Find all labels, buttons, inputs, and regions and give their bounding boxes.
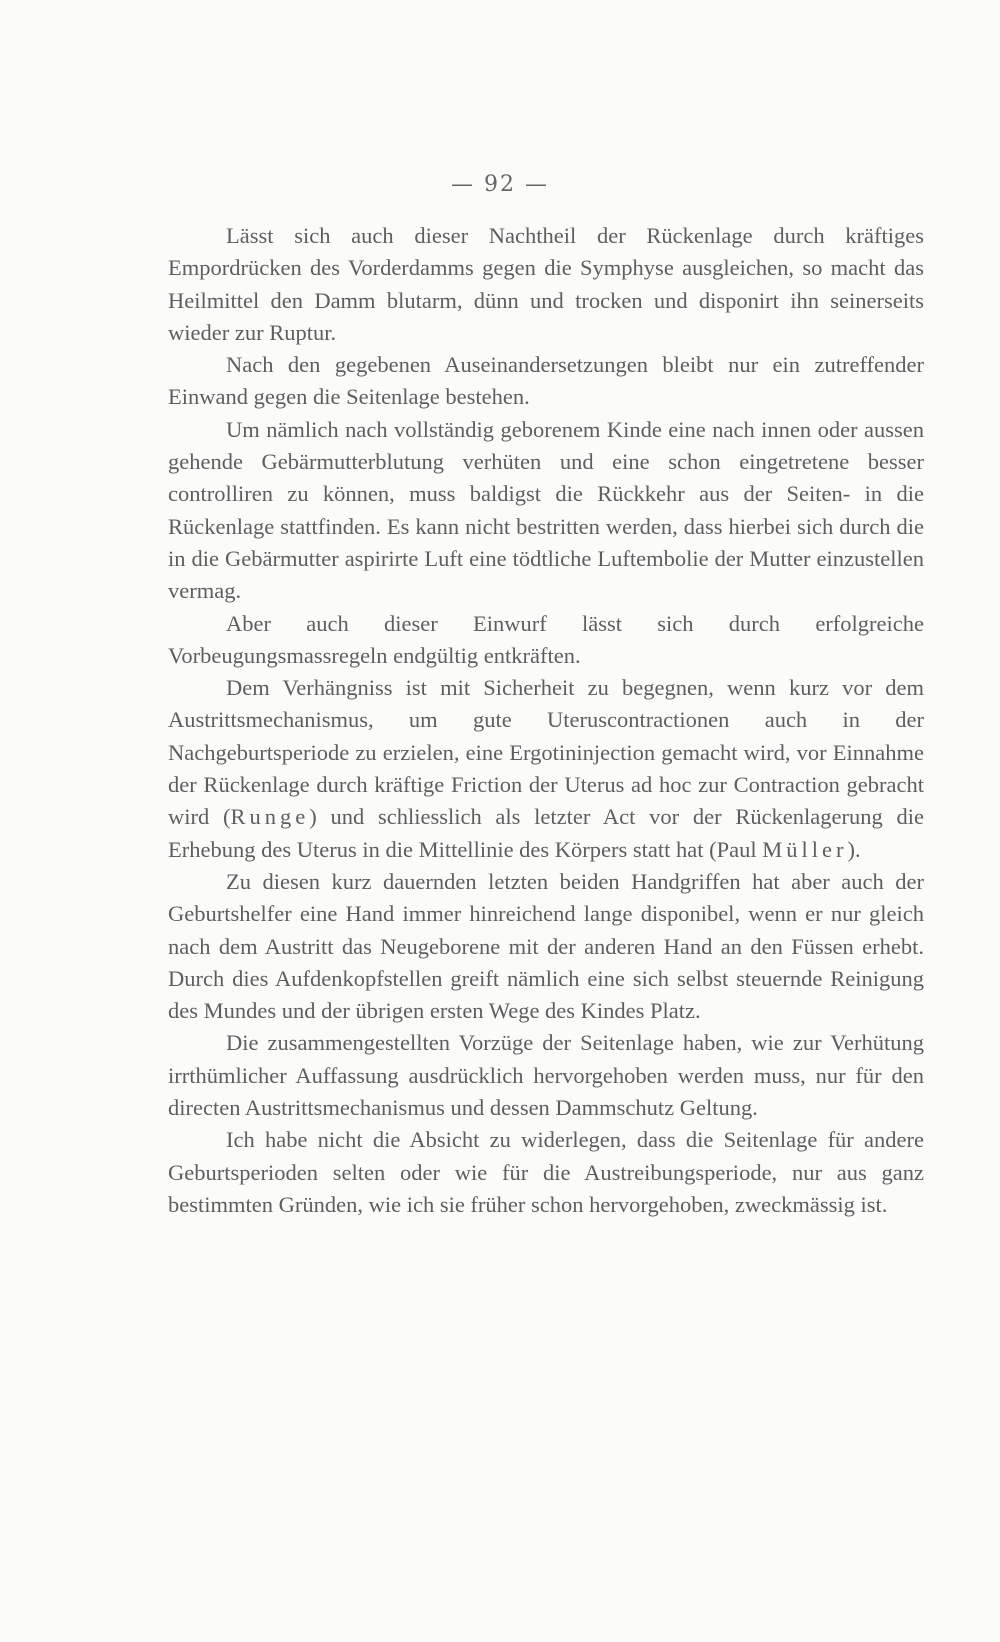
paragraph-text: Dem Verhängniss ist mit Sicherheit zu begegnen, wenn kurz vor dem Austrittsmechanismus, um gute Uteruscontractionen auch in der Nachgeburtsperiode zu erzielen, eine Ergotininjection gemacht wird, vor Einnahme der Rückenlage durch kräftige Friction der Uterus ad hoc zur Contraction gebracht wird ( [168,675,924,830]
paragraph-1 [168,220,924,349]
paragraph-text: Zu diesen kurz dauernden letzten beiden Handgriffen hat aber auch der Geburtshelfer eine Hand immer hinreichend lange disponibel, wenn er nur gleich nach dem Austritt das Neugeborene mit der anderen Hand an den Füssen erhebt. Durch dies Aufdenkopfstellen greift nämlich eine sich selbst steuernde Reinigung des Mundes und der übrigen ersten Wege des Kindes Platz. [168,868,924,1024]
body-text [168,220,924,1221]
author-name-mueller: Müller [762,836,848,862]
author-name-runge: Runge [230,804,310,830]
paragraph-2 [168,349,924,414]
paragraph-4 [168,608,924,673]
paragraph-text: Die zusammengestellten Vorzüge der Seitenlage haben, wie zur Verhütung irrthümlicher Auffassung ausdrücklich hervorgehoben werden muss, nur für den directen Austrittsmechanismus und dessen Dammschutz Geltung. [168,1030,924,1121]
paragraph-3 [168,414,924,608]
paragraph-6 [168,866,924,1027]
page-number: — 92 — [451,172,549,197]
paragraph-text: ). [847,836,861,862]
paragraph-text: Ich habe nicht die Absicht zu widerlegen, dass die Seitenlage für andere Geburtsperioden selten oder wie für die Austreibungsperiode, nur aus ganz bestimmten Gründen, wie ich sie früher schon hervorgehoben, zweckmässig ist. [168,1127,924,1217]
paragraph-5 [168,672,924,866]
paragraph-text: Nach den gegebenen Auseinandersetzungen bleibt nur ein zutreffender Einwand gegen die Seitenlage bestehen. [168,352,924,410]
paragraph-text: Aber auch dieser Einwurf lässt sich durch erfolgreiche Vorbeugungsmassregeln endgültig entkräften. [168,610,924,668]
paragraph-text: Um nämlich nach vollständig geborenem Kinde eine nach innen oder aussen gehende Gebärmutterblutung verhüten und eine schon eingetretene besser controlliren zu können, muss baldigst die Rückkehr aus der Seiten- in die Rückenlage stattfinden. Es kann nicht bestritten werden, dass hierbei sich durch die in die Gebärmutter aspirirte Luft eine tödtliche Luftembolie der Mutter einzustellen vermag. [168,416,924,604]
paragraph-8 [168,1124,924,1221]
paragraph-text: Lässt sich auch dieser Nachtheil der Rückenlage durch kräftiges Empordrücken des Vorderdamms gegen die Symphyse ausgleichen, so macht das Heilmittel den Damm blutarm, dünn und trocken und disponirt ihn seinerseits wieder zur Ruptur. [168,223,924,345]
paragraph-7 [168,1027,924,1124]
paragraph-text: ) und schliesslich als letzter Act vor der Rückenlagerung die Erhebung des Uterus in die Mittellinie des Körpers statt hat (Paul [168,804,924,862]
